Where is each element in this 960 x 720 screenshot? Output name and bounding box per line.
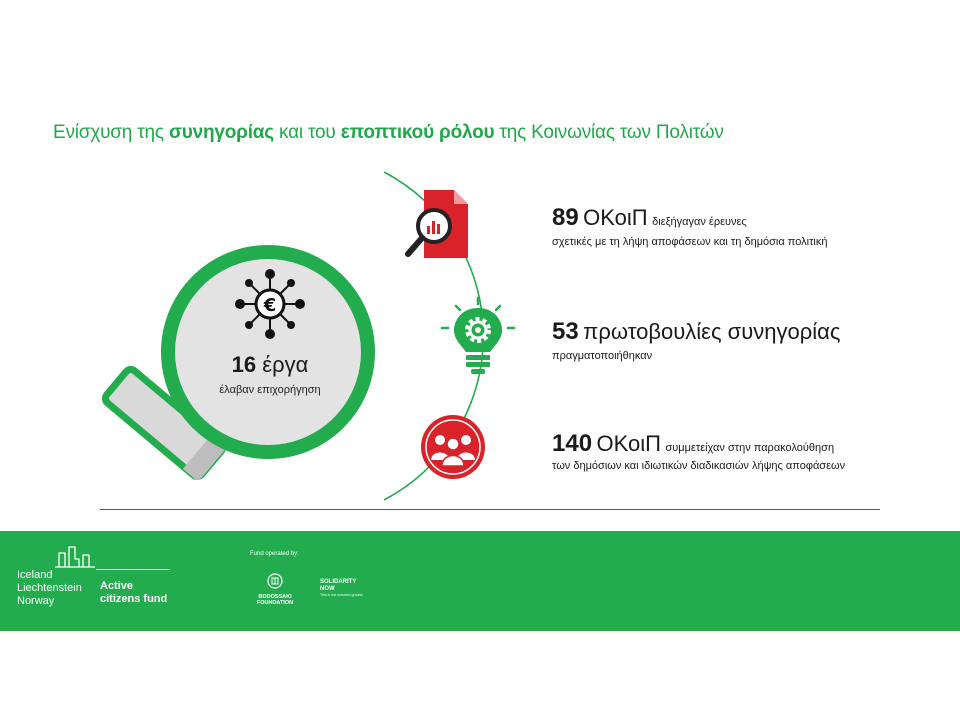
group-people-icon [420, 414, 486, 480]
stat-number: 140 [552, 430, 593, 457]
bodossaki-emblem-icon [267, 573, 283, 589]
stat-description: πραγματοποιήθηκαν [552, 350, 653, 362]
donor-states [17, 569, 82, 608]
footer-band [0, 531, 960, 631]
bodossaki-logo [250, 573, 300, 606]
stat-inline-text: διεξήγαγαν έρευνες [652, 216, 747, 228]
operated-by-label: Fund operated by: [250, 551, 299, 557]
bodossaki-name-2: FOUNDATION [256, 600, 294, 606]
stat-description: σχετικές με τη λήψη αποφάσεων και τη δημόσια πολιτική [552, 236, 828, 248]
stat-number: 89 [552, 204, 579, 231]
fund-name [100, 580, 167, 606]
donor-states-logo-icon [17, 545, 97, 569]
donor-iceland: Iceland [17, 569, 53, 581]
lightbulb-gear-icon [438, 296, 518, 378]
bodossaki-name-1: BODOSSAKI [258, 594, 292, 600]
stat-inline-text: συμμετείχαν στην παρακολούθηση [665, 442, 835, 454]
svg-text:€: € [263, 295, 277, 316]
projects-count [180, 352, 360, 378]
stat-monitoring [552, 430, 834, 458]
fund-name-line2: citizens fund [100, 593, 168, 605]
stat-number: 53 [552, 318, 579, 345]
title-part: και του [273, 122, 341, 143]
footer-rule [96, 569, 170, 570]
research-chart-icon [402, 186, 474, 262]
title-part: της Κοινωνίας των Πολιτών [494, 122, 724, 143]
euro-network-icon [234, 268, 306, 340]
stat-research [552, 204, 747, 232]
divider-line [100, 509, 880, 510]
solidarity-name-2: NOW [320, 586, 335, 592]
stat-advocacy [552, 318, 840, 346]
stat-headline: πρωτοβουλίες συνηγορίας [583, 319, 841, 344]
projects-unit: έργα [262, 352, 309, 377]
title-part: Ενίσχυση της [53, 122, 169, 143]
projects-subtitle: έλαβαν επιχορήγηση [219, 384, 321, 396]
stat-headline: ΟΚοιΠ [596, 431, 662, 456]
stat-description: των δημόσιων και ιδιωτικών διαδικασιών λήψης αποφάσεων [552, 460, 846, 472]
title-part: συνηγορίας [168, 122, 274, 143]
solidarity-tagline: This is our common ground [320, 593, 363, 597]
donor-norway: Norway [17, 595, 55, 607]
fund-name-line1: Active [100, 580, 134, 592]
solidarity-now-logo [320, 579, 362, 598]
projects-number: 16 [231, 352, 257, 377]
stat-headline: ΟΚοιΠ [583, 205, 648, 230]
title-part: εποπτικού ρόλου [340, 122, 495, 143]
donor-liechtenstein: Liechtenstein [17, 582, 82, 594]
solidarity-name-1: SOLIDARITY [320, 579, 357, 585]
